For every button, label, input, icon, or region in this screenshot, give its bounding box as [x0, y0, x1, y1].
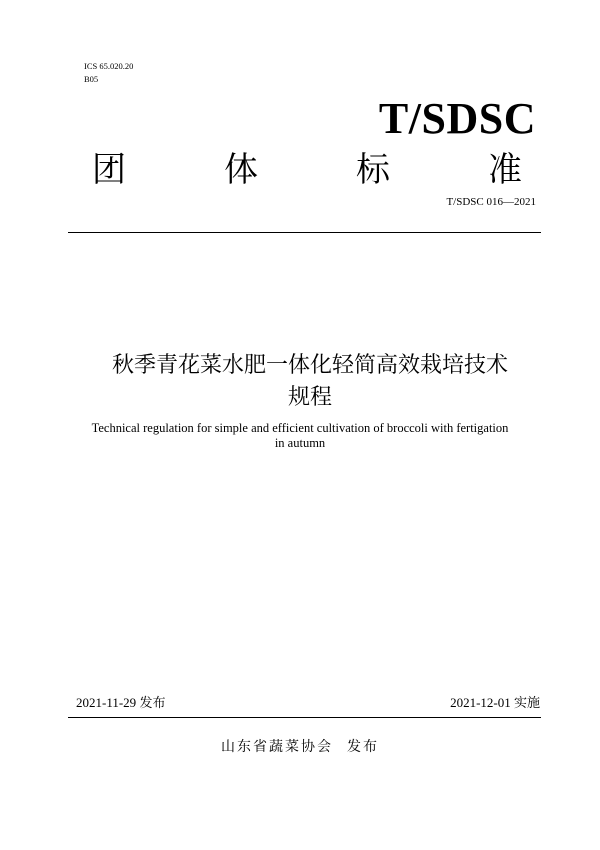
chinese-title	[40, 350, 580, 414]
standard-type-char: 标	[356, 150, 390, 190]
standard-number: T/SDSC 016—2021	[446, 196, 536, 208]
bottom-divider	[68, 717, 541, 718]
publisher-action: 发布	[347, 739, 379, 755]
publisher-line	[0, 737, 600, 757]
standard-type-char: 体	[224, 150, 258, 190]
publisher-name: 山东省蔬菜协会	[221, 739, 333, 755]
standard-type-char: 团	[92, 150, 126, 190]
ccs-code: B05	[84, 74, 99, 84]
standard-type-heading	[92, 148, 522, 192]
chinese-title-line: 秋季青花菜水肥一体化轻简高效栽培技术	[111, 353, 508, 378]
ics-code: ICS 65.020.20	[84, 61, 134, 71]
english-title-line: Technical regulation for simple and efficient cultivation of broccoli with fertigation	[91, 421, 509, 435]
implement-date	[450, 694, 540, 713]
publish-date-value: 2021-11-29	[76, 695, 137, 710]
implement-date-value: 2021-12-01	[450, 695, 511, 710]
english-title-line: in autumn	[274, 436, 326, 450]
chinese-title-line: 规程	[287, 385, 332, 410]
implement-date-label: 实施	[513, 696, 540, 711]
standard-type-char: 准	[488, 150, 522, 190]
english-title	[40, 421, 560, 451]
publish-date-label: 发布	[139, 696, 166, 711]
top-divider	[68, 232, 541, 233]
publish-date	[76, 694, 165, 713]
standard-brand-code: T/SDSC	[378, 94, 536, 143]
